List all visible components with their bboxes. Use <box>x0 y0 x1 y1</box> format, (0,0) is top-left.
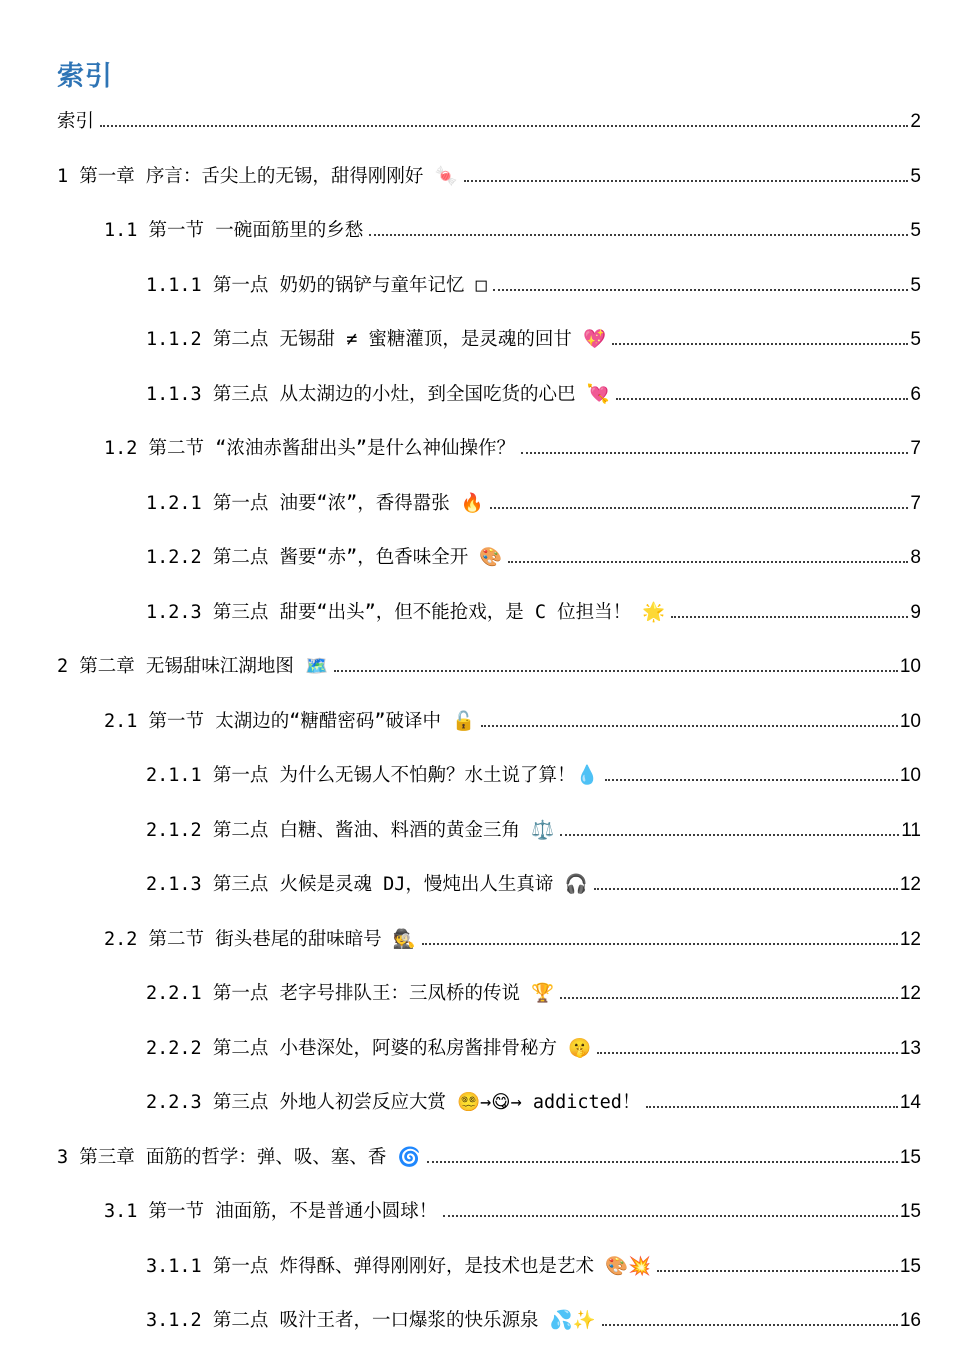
toc-entry-label: 1.2 第二节 “浓油赤酱甜出头”是什么神仙操作？ <box>104 438 515 459</box>
toc-entry[interactable] <box>57 1309 921 1333</box>
toc-page-number: 10 <box>899 656 921 677</box>
toc-entry-label: 3 第三章 面筋的哲学：弹、吸、塞、香 🌀 <box>57 1146 421 1168</box>
toc-entry-label: 1.1.2 第二点 无锡甜 ≠ 蜜糖灌顶，是灵魂的回甘 💖 <box>146 329 607 350</box>
toc-entry-label: 2 第二章 无锡甜味江湖地图 🗺️ <box>57 656 329 677</box>
toc-page-number: 7 <box>910 438 921 459</box>
toc-entry[interactable] <box>57 982 921 1006</box>
toc-page-number: 16 <box>899 1310 921 1331</box>
toc-entry[interactable] <box>57 655 921 679</box>
toc-entry-label: 2.1.2 第二点 白糖、酱油、料酒的黄金三角 ⚖️ <box>146 819 555 841</box>
toc-leader-dots <box>100 120 908 127</box>
toc-entry-label: 1.1 第一节 一碗面筋里的乡愁 <box>104 220 364 241</box>
toc-entry-label: 2.2.3 第三点 外地人初尝反应大赏 😵‍💫→😋→ addicted！ <box>146 1092 641 1113</box>
toc-page-number: 15 <box>899 1146 921 1168</box>
toc-entry-label: 1.2.3 第三点 甜要“出头”，但不能抢戏，是 C 位担当！ 🌟 <box>146 601 666 623</box>
toc-entry[interactable] <box>57 383 921 407</box>
toc-page-number: 9 <box>910 601 921 623</box>
toc-entry[interactable] <box>57 328 921 352</box>
toc-page-number: 10 <box>899 765 921 786</box>
toc-leader-dots <box>427 1156 898 1163</box>
toc-entry[interactable] <box>57 764 921 788</box>
toc-entry-label: 1 第一章 序言：舌尖上的无锡，甜得刚刚好 🍬 <box>57 165 458 187</box>
toc-entry-label: 2.1 第一节 太湖边的“糖醋密码”破译中 🔓 <box>104 710 476 732</box>
toc-entry-label: 2.2.1 第一点 老字号排队王：三凤桥的传说 🏆 <box>146 983 555 1004</box>
toc-page-number: 12 <box>899 874 921 895</box>
toc-entry[interactable] <box>57 165 921 189</box>
toc-entry[interactable] <box>57 1200 921 1224</box>
toc-leader-dots <box>671 611 908 618</box>
toc-page-number: 6 <box>910 383 921 405</box>
toc-page-number: 8 <box>910 547 921 568</box>
toc-entry-label: 2.1.3 第三点 火候是灵魂 DJ，慢炖出人生真谛 🎧 <box>146 874 588 895</box>
toc-page-number: 12 <box>899 928 921 950</box>
toc-entry[interactable] <box>57 873 921 897</box>
toc-entry-label: 2.2.2 第二点 小巷深处，阿婆的私房酱排骨秘方 🤫 <box>146 1037 592 1059</box>
toc-leader-dots <box>560 992 898 999</box>
toc-leader-dots <box>605 774 898 781</box>
toc-leader-dots <box>521 447 908 454</box>
toc-page-number: 5 <box>910 165 921 187</box>
toc-page-number: 5 <box>910 329 921 350</box>
toc-page-number: 5 <box>910 274 921 296</box>
toc-entry-label: 索引 <box>57 111 95 132</box>
toc-page-number: 14 <box>899 1092 921 1113</box>
toc-page-number: 10 <box>899 710 921 732</box>
toc-entry[interactable] <box>57 492 921 516</box>
toc-leader-dots <box>464 175 909 182</box>
toc-entry[interactable] <box>57 110 921 134</box>
toc-leader-dots <box>508 556 908 563</box>
toc-entry[interactable] <box>57 819 921 843</box>
toc-page-number: 15 <box>899 1255 921 1277</box>
toc-page-number: 11 <box>901 819 921 841</box>
toc-leader-dots <box>490 502 909 509</box>
toc-leader-dots <box>594 883 898 890</box>
toc-entry[interactable] <box>57 1037 921 1061</box>
toc-page-number: 15 <box>899 1201 921 1222</box>
toc-entry[interactable] <box>57 219 921 243</box>
toc-entry-label: 2.2 第二节 街头巷尾的甜味暗号 🕵️ <box>104 928 416 950</box>
toc-entry-label: 3.1.2 第二点 吸汁王者，一口爆浆的快乐源泉 💦✨ <box>146 1310 596 1331</box>
toc-entry-label: 3.1.1 第一点 炸得酥、弹得刚刚好，是技术也是艺术 🎨💥 <box>146 1255 652 1277</box>
toc-leader-dots <box>493 284 909 291</box>
toc-leader-dots <box>443 1210 898 1217</box>
toc-page-number: 2 <box>910 111 921 132</box>
toc-entry-label: 1.2.2 第二点 酱要“赤”，色香味全开 🎨 <box>146 547 503 568</box>
toc-page-number: 13 <box>899 1037 921 1059</box>
toc-leader-dots <box>334 665 898 672</box>
toc-leader-dots <box>560 829 899 836</box>
toc-page-number: 12 <box>899 983 921 1004</box>
toc-leader-dots <box>369 229 908 236</box>
toc-leader-dots <box>657 1265 898 1272</box>
toc-leader-dots <box>602 1319 898 1326</box>
toc-entry[interactable] <box>57 1146 921 1170</box>
toc-leader-dots <box>612 338 908 345</box>
toc-entry-label: 3.1 第一节 油面筋，不是普通小圆球！ <box>104 1201 438 1222</box>
toc-entry[interactable] <box>57 928 921 952</box>
toc-entry[interactable] <box>57 437 921 461</box>
toc-entry-label: 1.1.1 第一点 奶奶的锅铲与童年记忆 □ <box>146 274 487 296</box>
toc-entry[interactable] <box>57 1091 921 1115</box>
toc-entry[interactable] <box>57 546 921 570</box>
toc-entry[interactable] <box>57 710 921 734</box>
toc-page-number: 7 <box>910 492 921 514</box>
toc-leader-dots <box>481 720 898 727</box>
toc-leader-dots <box>646 1101 897 1108</box>
toc-entry-label: 1.2.1 第一点 油要“浓”，香得嚣张 🔥 <box>146 492 484 514</box>
toc-entry[interactable] <box>57 601 921 625</box>
page-title: 索引 <box>57 61 113 91</box>
toc-entry[interactable] <box>57 274 921 298</box>
toc-leader-dots <box>616 393 909 400</box>
toc-page-number: 5 <box>910 220 921 241</box>
toc-entry-label: 2.1.1 第一点 为什么无锡人不怕齁？水土说了算！💧 <box>146 765 599 786</box>
toc-leader-dots <box>422 938 898 945</box>
toc-leader-dots <box>597 1047 898 1054</box>
toc-entry-label: 1.1.3 第三点 从太湖边的小灶，到全国吃货的心巴 💘 <box>146 383 610 405</box>
table-of-contents <box>57 110 921 1333</box>
toc-entry[interactable] <box>57 1255 921 1279</box>
